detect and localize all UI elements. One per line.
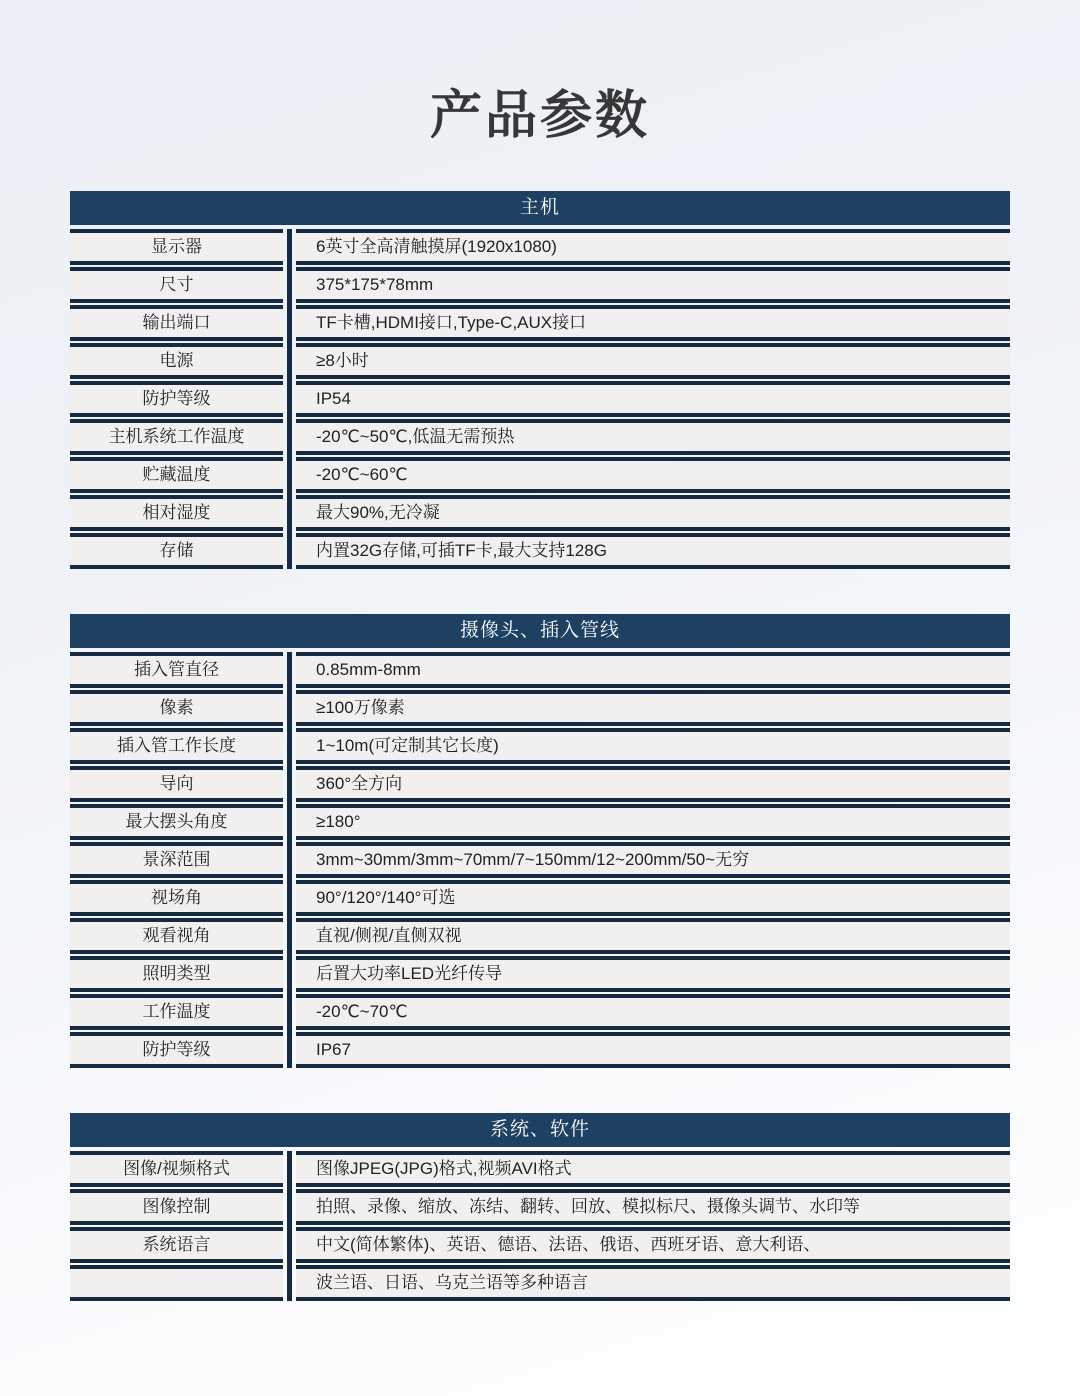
column-divider-line: [287, 1151, 292, 1301]
table-row: [70, 1265, 1010, 1301]
spec-label: 图像控制: [70, 1189, 283, 1225]
table-row: [70, 1189, 1010, 1225]
table-row: [70, 343, 1010, 379]
table-row: [70, 918, 1010, 954]
spec-value: 中文(简体繁体)、英语、德语、法语、俄语、西班牙语、意大利语、: [296, 1227, 1010, 1263]
table-row: [70, 1151, 1010, 1187]
table-row: [70, 267, 1010, 303]
spec-label: 存储: [70, 533, 283, 569]
page-title: 产品参数: [429, 87, 650, 145]
spec-label: 导向: [70, 766, 283, 802]
spec-value: 90°/120°/140°可选: [296, 880, 1010, 916]
table-row: [70, 956, 1010, 992]
spec-value: ≥100万像素: [296, 690, 1010, 726]
spec-value: 360°全方向: [296, 766, 1010, 802]
spec-label: 系统语言: [70, 1227, 283, 1263]
spec-table-2: [70, 1113, 1010, 1301]
spec-value: 图像JPEG(JPG)格式,视频AVI格式: [296, 1151, 1010, 1187]
column-divider-line: [287, 652, 292, 1068]
spec-value: 0.85mm-8mm: [296, 652, 1010, 688]
spec-value: -20℃~60℃: [296, 457, 1010, 493]
table-row: [70, 419, 1010, 455]
spec-label: 视场角: [70, 880, 283, 916]
spec-value: -20℃~70℃: [296, 994, 1010, 1030]
table-row: [70, 994, 1010, 1030]
spec-label: 景深范围: [70, 842, 283, 878]
spec-value: 直视/侧视/直侧双视: [296, 918, 1010, 954]
column-divider-line: [287, 229, 292, 569]
spec-value: 1~10m(可定制其它长度): [296, 728, 1010, 764]
spec-value: 内置32G存储,可插TF卡,最大支持128G: [296, 533, 1010, 569]
spec-value: 拍照、录像、缩放、冻结、翻转、回放、模拟标尺、摄像头调节、水印等: [296, 1189, 1010, 1225]
spec-label: 防护等级: [70, 1032, 283, 1068]
tables-container: [70, 144, 1010, 1301]
table-row: [70, 457, 1010, 493]
spec-value: 波兰语、日语、乌克兰语等多种语言: [296, 1265, 1010, 1301]
table-row: [70, 1032, 1010, 1068]
spec-label: [70, 1265, 283, 1301]
spec-label: 相对湿度: [70, 495, 283, 531]
spec-label: 图像/视频格式: [70, 1151, 283, 1187]
table-row: [70, 381, 1010, 417]
spec-label: 像素: [70, 690, 283, 726]
spec-value: ≥180°: [296, 804, 1010, 840]
table-row: [70, 766, 1010, 802]
spec-table-0: [70, 191, 1010, 569]
spec-value: 375*175*78mm: [296, 267, 1010, 303]
spec-value: 后置大功率LED光纤传导: [296, 956, 1010, 992]
table-row: [70, 533, 1010, 569]
spec-label: 防护等级: [70, 381, 283, 417]
spec-label: 插入管工作长度: [70, 728, 283, 764]
table-row: [70, 305, 1010, 341]
spec-value: TF卡槽,HDMI接口,Type-C,AUX接口: [296, 305, 1010, 341]
table-row: [70, 842, 1010, 878]
spec-label: 显示器: [70, 229, 283, 265]
table-row: [70, 804, 1010, 840]
spec-label: 最大摆头角度: [70, 804, 283, 840]
table-row: [70, 690, 1010, 726]
spec-label: 插入管直径: [70, 652, 283, 688]
table-body: [70, 229, 1010, 569]
spec-value: 最大90%,无冷凝: [296, 495, 1010, 531]
table-row: [70, 728, 1010, 764]
spec-value: ≥8小时: [296, 343, 1010, 379]
spec-value: 3mm~30mm/3mm~70mm/7~150mm/12~200mm/50~无穷: [296, 842, 1010, 878]
spec-label: 主机系统工作温度: [70, 419, 283, 455]
spec-label: 贮藏温度: [70, 457, 283, 493]
spec-label: 输出端口: [70, 305, 283, 341]
table-row: [70, 495, 1010, 531]
table-row: [70, 880, 1010, 916]
spec-label: 观看视角: [70, 918, 283, 954]
table-section-header: 主机: [70, 191, 1010, 225]
spec-value: -20℃~50℃,低温无需预热: [296, 419, 1010, 455]
spec-label: 电源: [70, 343, 283, 379]
spec-table-1: [70, 614, 1010, 1068]
spec-label: 照明类型: [70, 956, 283, 992]
spec-value: 6英寸全高清触摸屏(1920x1080): [296, 229, 1010, 265]
table-row: [70, 1227, 1010, 1263]
spec-value: IP67: [296, 1032, 1010, 1068]
table-body: [70, 1151, 1010, 1301]
table-row: [70, 229, 1010, 265]
spec-label: 尺寸: [70, 267, 283, 303]
spec-label: 工作温度: [70, 994, 283, 1030]
spec-value: IP54: [296, 381, 1010, 417]
table-section-header: 系统、软件: [70, 1113, 1010, 1147]
table-body: [70, 652, 1010, 1068]
table-section-header: 摄像头、插入管线: [70, 614, 1010, 648]
table-row: [70, 652, 1010, 688]
